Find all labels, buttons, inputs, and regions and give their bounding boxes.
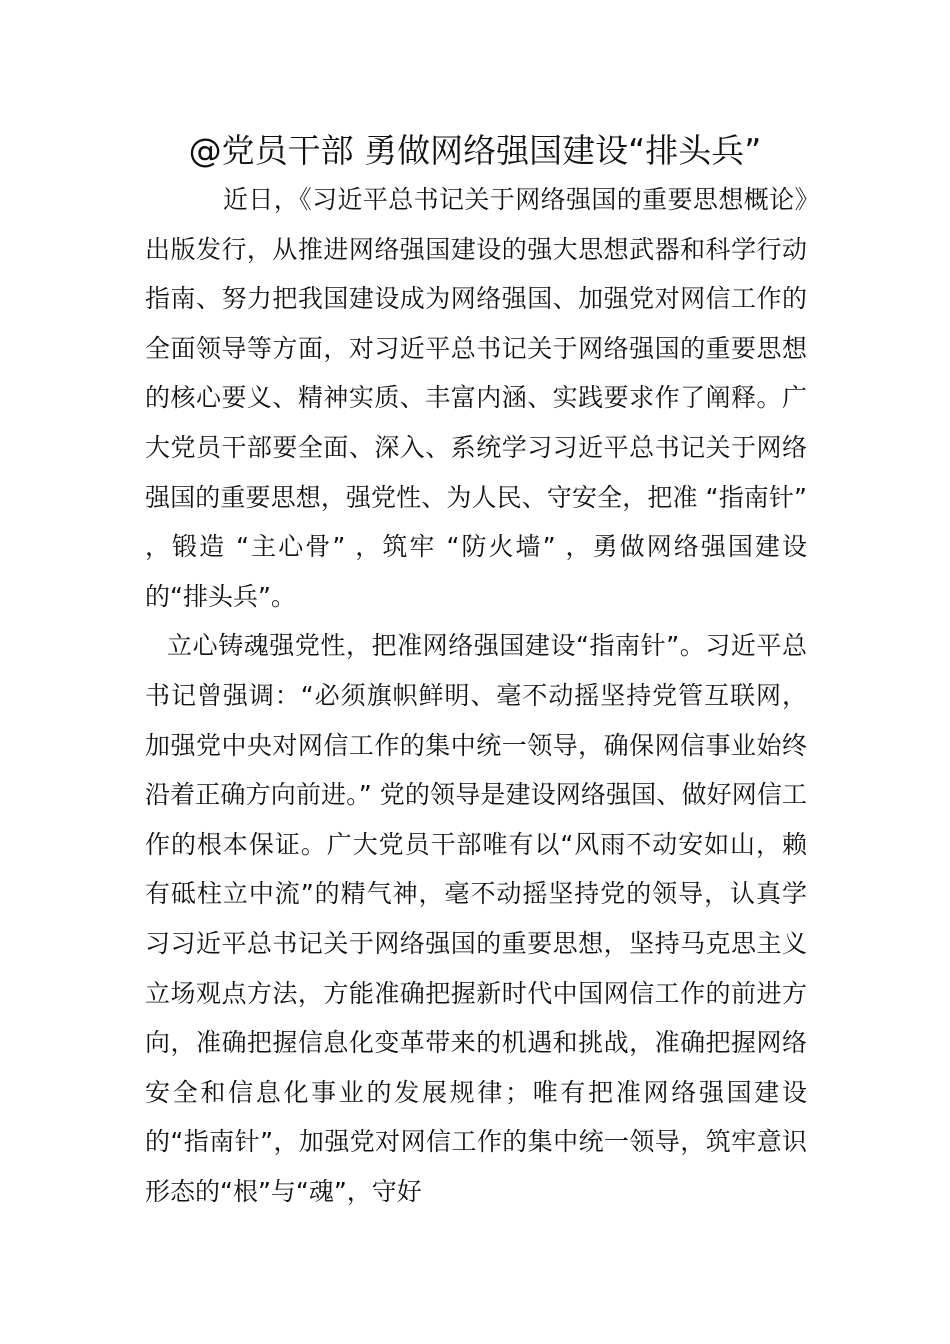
- document-body: [145, 175, 807, 1216]
- document-title: @党员干部 勇做网络强国建设“排头兵”: [188, 131, 762, 170]
- paragraph-2: 立心铸魂强党性，把准网络强国建设“指南针”。习近平总书记曾强调：“必须旗帜鲜明、毫不动摇坚持党管互联网，加强党中央对网信工作的集中统一领导，确保网信事业始终沿着正确方向前进。” 党的领导是建设网络强国、做好网信工作的根本保证。广大党员干部唯有以“风雨不动安如山，赖有砥柱立中流”的精气神，毫不动摇坚持党的领导，认真学习习近平总书记关于网络强国的重要思想，坚持马克思主义立场观点方法，方能准确把握新时代中国网信工作的前进方向，准确把握信息化变革带来的机遇和挑战，准确把握网络安全和信息化事业的发展规律；唯有把准网络强国建设的“指南针”，加强党对网信工作的集中统一领导，筑牢意识形态的“根”与“魂”，守好: [145, 631, 807, 1206]
- paragraph-1: 近日，《习近平总书记关于网络强国的重要思想概论》出版发行，从推进网络强国建设的强大思想武器和科学行动指南、努力把我国建设成为网络强国、加强党对网信工作的全面领导等方面，对习近平总书记关于网络强国的重要思想的核心要义、精神实质、丰富内涵、实践要求作了阐释。广大党员干部要全面、深入、系统学习习近平总书记关于网络强国的重要思想，强党性、为人民、守安全，把准 “指南针” ，锻造 “主心骨” ，筑牢 “防火墙” ，勇做网络强国建设的“排头兵”。: [145, 185, 807, 611]
